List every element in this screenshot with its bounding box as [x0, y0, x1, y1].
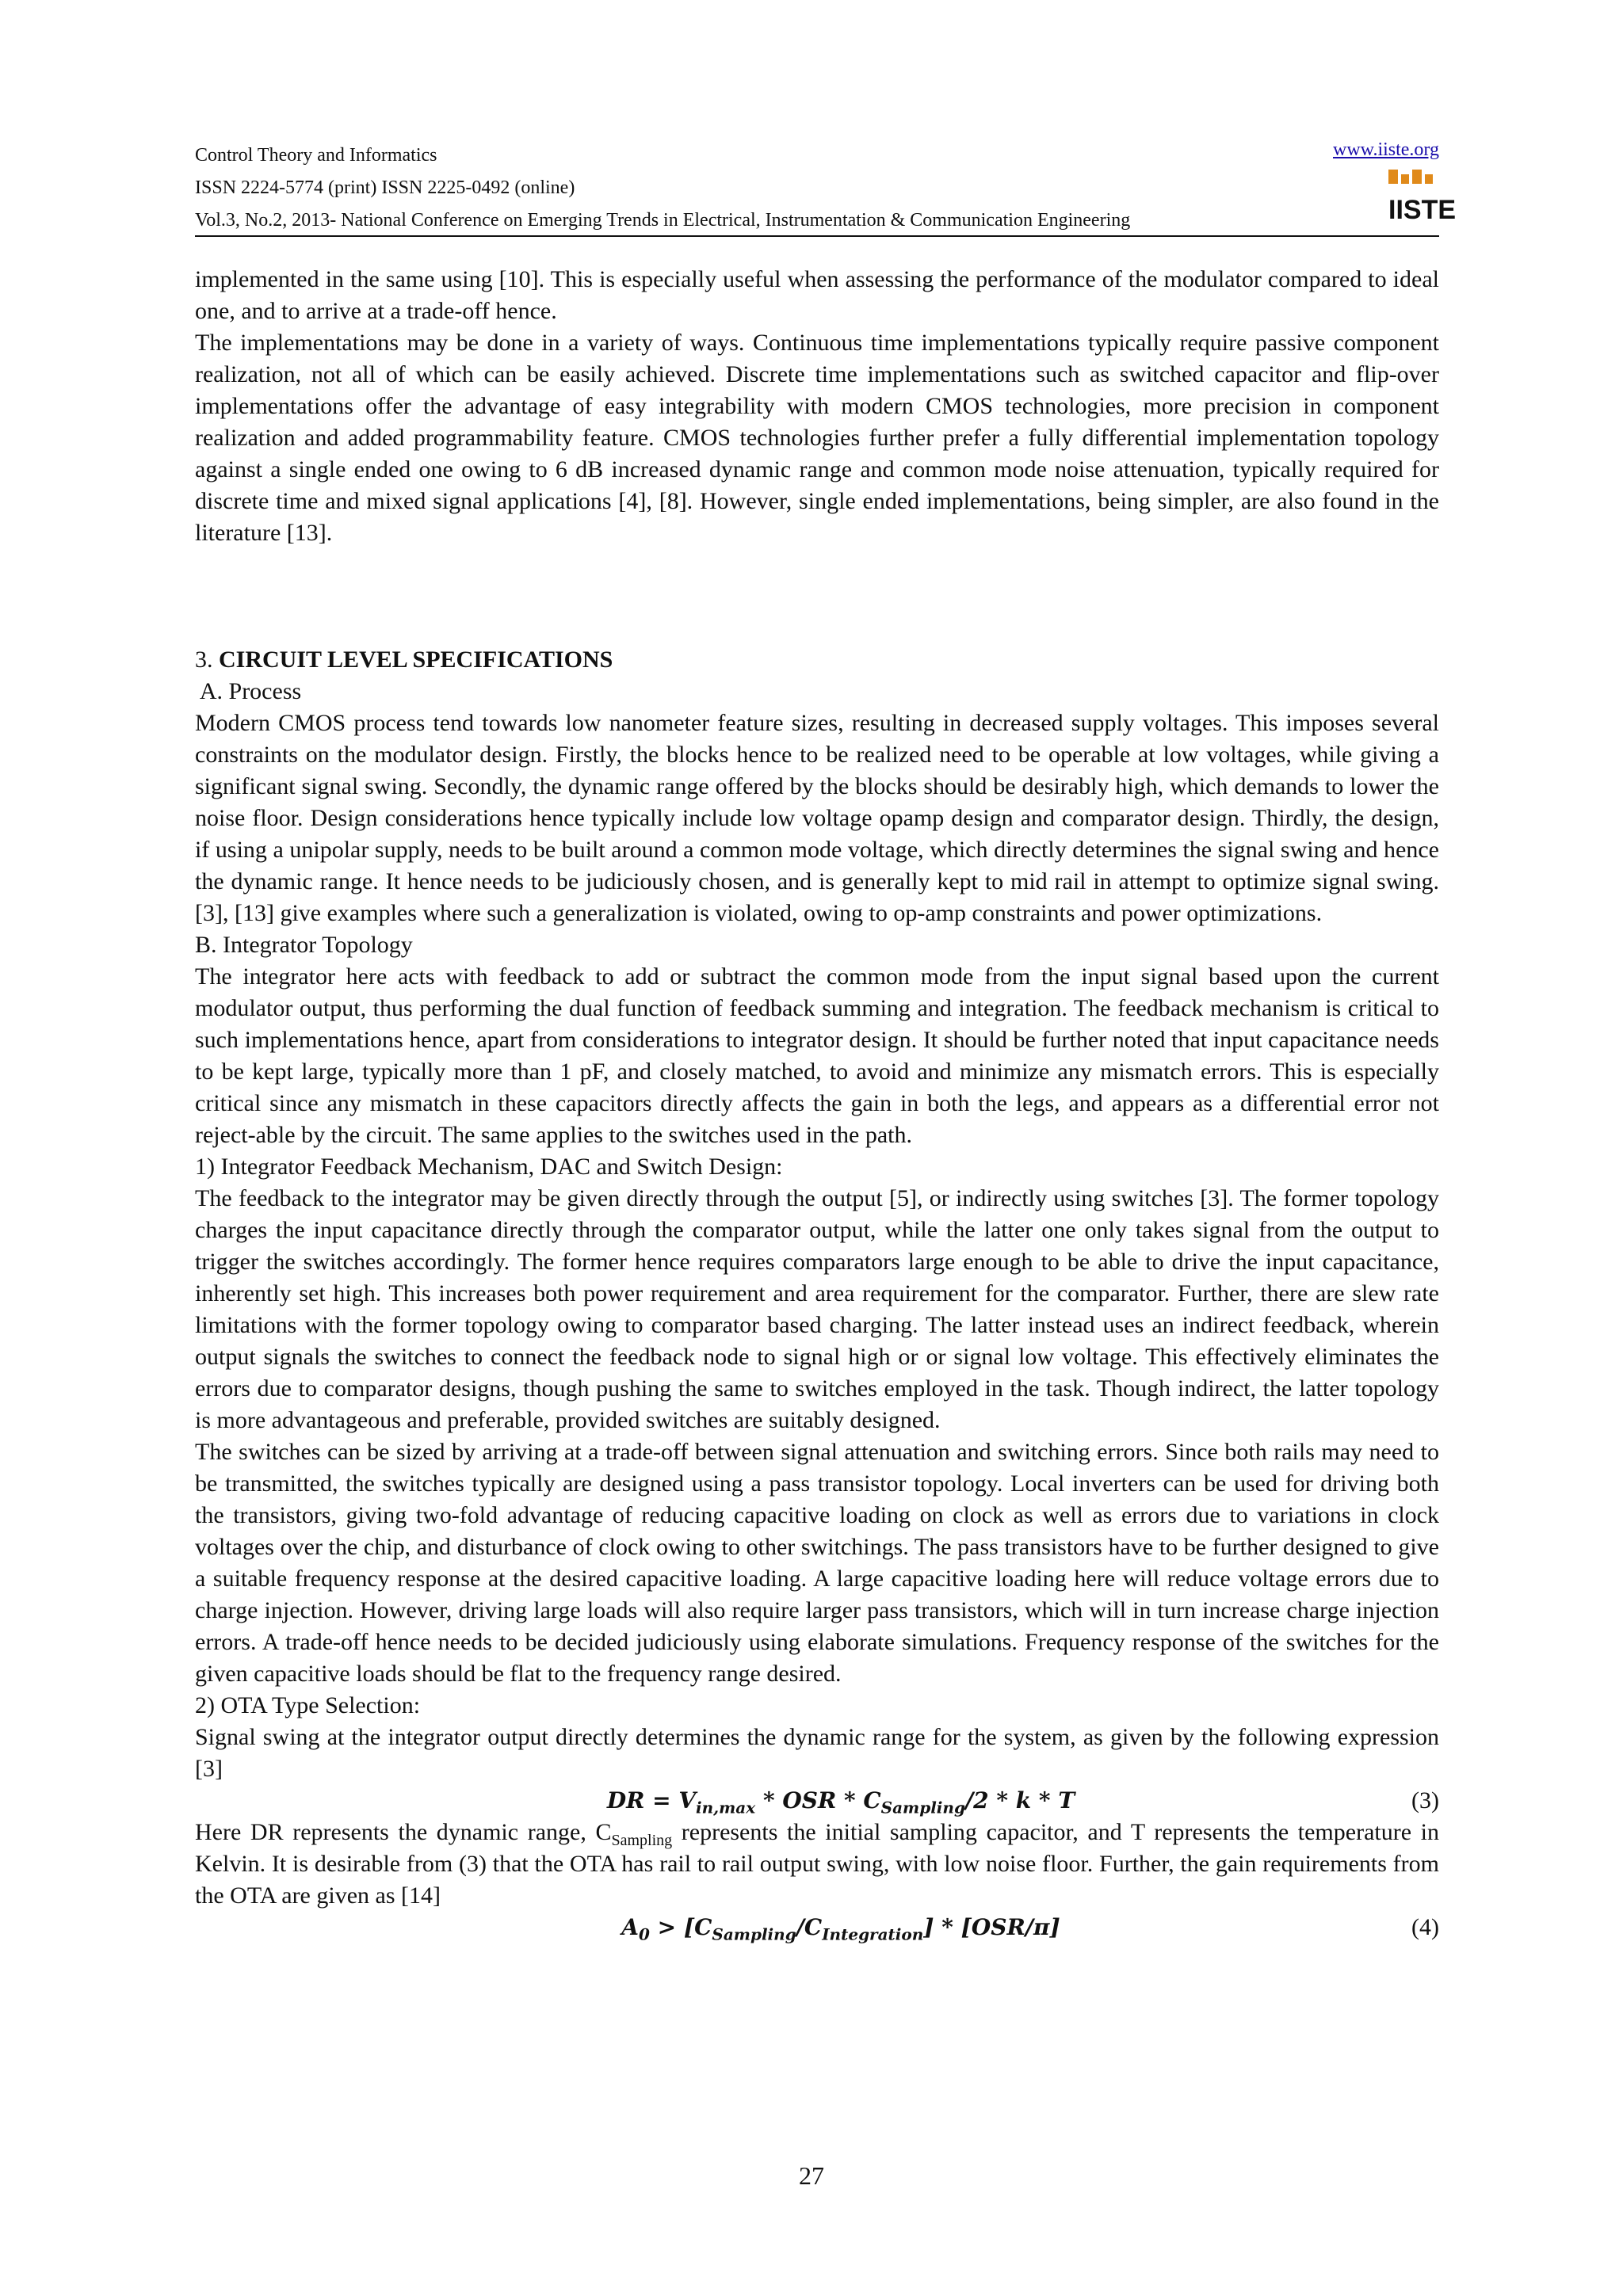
- page-number: 27: [799, 2161, 824, 2190]
- page-header: [195, 139, 1439, 235]
- equation-4-number: (4): [1411, 1914, 1439, 1940]
- paragraph: The feedback to the integrator may be given directly through the output [5], or indirectly using switches [3]. The former topology charges the input capacitance directly through the comparator output, while the latter one only takes signal from the output to trigger the switches accordingly. The former hence requires comparators large enough to be able to drive the input capacitance, inherently set high. This increases both power requirement and area requirement for the comparator. Further, there are slew rate limitations with the former topology owing to comparator based charging. The latter instead uses an indirect feedback, wherein output signals the switches to connect the feedback node to signal high or or signal low voltage. This effectively eliminates the errors due to comparator designs, though pushing the same to switches employed in the task. Though indirect, the latter topology is more advantageous and preferable, provided switches are suitably designed.: [195, 1185, 1439, 1433]
- paragraph: Modern CMOS process tend towards low nanometer feature sizes, resulting in decreased supply voltages. This imposes several constraints on the modulator design. Firstly, the blocks hence to be realized need to be operable at low voltages, while giving a significant signal swing. Secondly, the dynamic range offered by the blocks should be desirably high, which demands to lower the noise floor. Design considerations hence typically include low voltage opamp design and comparator design. Thirdly, the design, if using a unipolar supply, needs to be built around a common mode voltage, which directly determines the signal swing and hence the dynamic range. It hence needs to be judiciously chosen, and is generally kept to mid rail in attempt to optimize signal swing. [3], [13] give examples where such a generalization is violated, owing to op-amp constraints and power optimizations.: [195, 710, 1439, 926]
- paragraph: implemented in the same using [10]. This is especially useful when assessing the performance of the modulator compared to ideal one, and to arrive at a trade-off hence.: [195, 266, 1439, 324]
- subsection-heading: A. Process: [195, 678, 302, 704]
- paragraph: The implementations may be done in a variety of ways. Continuous time implementations typically require passive component realization, not all of which can be easily achieved. Discrete time implementations such as switched capacitor and flip-over implementations offer the advantage of easy integrability with modern CMOS technologies, more precision in component realization and added programmability feature. CMOS technologies further prefer a fully differential implementation topology against a single ended one owing to 6 dB increased dynamic range and common mode noise attenuation, typically required for discrete time and mixed signal applications [4], [8]. However, single ended implementations, being simpler, are also found in the literature [13].: [195, 330, 1439, 546]
- subsection-heading: B. Integrator Topology: [195, 932, 413, 958]
- section-gap: [195, 549, 1439, 644]
- paragraph: Here DR represents the dynamic range, $C_{Sampling}$ represents the initial sampling capacitor, and T represents the temperature in Kelvin. It is desirable from (3) that the OTA has rail to rail output swing, with low noise floor. Further, the gain requirements from the OTA are given as [14]: [195, 1819, 1439, 1909]
- journal-title: Control Theory and Informatics: [195, 145, 437, 166]
- equation-3-number: (3): [1411, 1787, 1439, 1814]
- journal-url-link[interactable]: www.iiste.org: [1333, 139, 1439, 160]
- subsubsection-heading: 1) Integrator Feedback Mechanism, DAC and Switch Design:: [195, 1154, 783, 1180]
- equation-3-formula: DR = $V_{in,max}$ * OSR * $C_{Sampling}/2$ * k * T: [606, 1787, 1075, 1817]
- equation-4-formula: $A_0 > [C_{Sampling}/C_{Integration}] * [OSR/\pi]$: [621, 1914, 1060, 1944]
- section-heading: [195, 644, 1439, 676]
- section-number: 3.: [195, 646, 219, 673]
- svg-text:IISTE: IISTE: [1388, 195, 1457, 225]
- iiste-logo-icon: [1387, 166, 1457, 225]
- subsubsection-heading: 2) OTA Type Selection:: [195, 1692, 421, 1718]
- section-title: CIRCUIT LEVEL SPECIFICATIONS: [219, 646, 613, 673]
- paragraph: The switches can be sized by arriving at a trade-off between signal attenuation and switching errors. Since both rails may need to be transmitted, the switches typically are designed using a pass transistor topology. Local inverters can be used for driving both the transistors, giving two-fold advantage of reducing capacitive loading on clock as well as errors due to variations in clock voltages over the chip, and disturbance of clock owing to other switchings. The pass transistors have to be further designed to give a suitable frequency response at the desired capacitive loading. A large capacitive loading here will reduce voltage errors due to charge injection. However, driving large loads will also require larger pass transistors, which will in turn increase charge injection errors. A trade-off hence needs to be decided judiciously using elaborate simulations. Frequency response of the switches for the given capacitive loads should be flat to the frequency range desired.: [195, 1439, 1439, 1687]
- paragraph: Signal swing at the integrator output directly determines the dynamic range for the system, as given by the following expression [3]: [195, 1724, 1439, 1782]
- paragraph: The integrator here acts with feedback to add or subtract the common mode from the input signal based upon the current modulator output, thus performing the dual function of feedback summing and integration. The feedback mechanism is critical to such implementations hence, apart from considerations to integrator design. It should be further noted that input capacitance needs to be kept large, typically more than 1 pF, and closely matched, to avoid and minimize any mismatch errors. This is especially critical since any mismatch in these capacitors directly affects the gain in both the legs, and appears as a differential error not reject-able by the circuit. The same applies to the switches used in the path.: [195, 963, 1439, 1148]
- equation-3: [195, 1785, 1439, 1817]
- volume-line: Vol.3, No.2, 2013- National Conference on Emerging Trends in Electrical, Instrumentation & Communication Engineering: [195, 210, 1131, 231]
- issn-line: ISSN 2224-5774 (print) ISSN 2225-0492 (online): [195, 177, 575, 198]
- header-rule: [195, 235, 1439, 237]
- article-body: [195, 264, 1439, 1943]
- equation-4: [195, 1912, 1439, 1943]
